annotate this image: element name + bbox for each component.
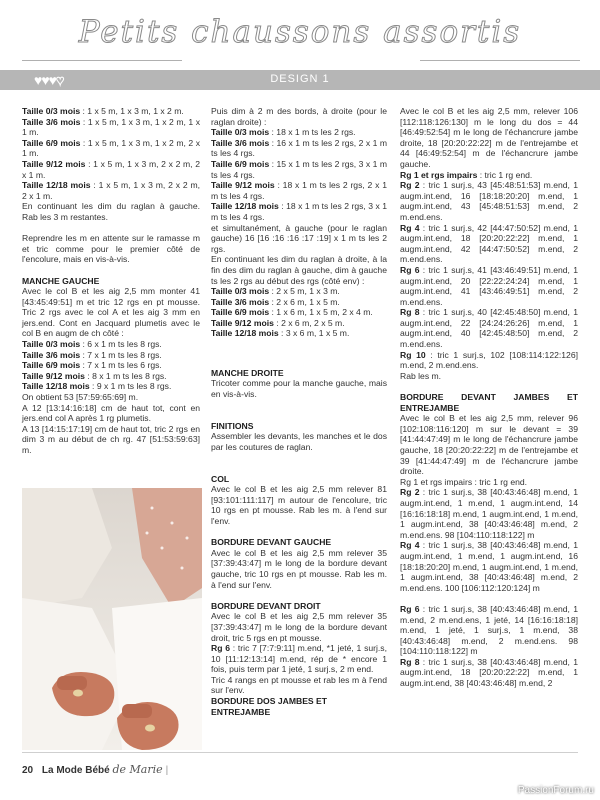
paragraph: En continuant les dim du raglan à droite, à la fin des dim du raglan à gauche, dim à gauche ts les 2 rgs au début des rgs (côté env) : bbox=[211, 254, 387, 286]
paragraph: Assembler les devants, les manches et le dos par les coutures de raglan. bbox=[211, 431, 387, 452]
title-rule-left bbox=[22, 60, 182, 61]
row-instruction: Rg 2 : tric 1 surj.s, 43 [45:48:51:53] m.end, 1 augm.int.end, 16 [18:18:20:20] m.end, 1 augm.int.end, 43 [45:48:51:53] m.end, 2 m.end.ens. bbox=[400, 180, 578, 222]
paragraph: Puis dim à 2 m des bords, à droite (pour le raglan droite) : bbox=[211, 106, 387, 127]
size-line: Taille 12/18 mois : 18 x 1 m ts les 2 rgs, 3 x 1 m ts les 4 rgs. bbox=[211, 201, 387, 222]
footer-divider: | bbox=[165, 765, 169, 776]
size-line: Taille 0/3 mois : 18 x 1 m ts les 2 rgs. bbox=[211, 127, 356, 138]
title-rule-right bbox=[420, 60, 580, 61]
paragraph: Tric 4 rangs en pt mousse et rab les m à l'end sur l'env. bbox=[211, 674, 387, 696]
section-heading-bordure-devant-droit: BORDURE DEVANT DROIT bbox=[211, 600, 321, 611]
paragraph: A 13 [14:15:17:19] cm de haut tot, tric 2 rgs en dim 3 m au début de ch rg. 47 [51:53:59:63] m. bbox=[22, 423, 200, 455]
size-line: Taille 3/6 mois : 1 x 5 m, 1 x 3 m, 1 x 2 m, 1 x 1 m. bbox=[22, 116, 200, 138]
row-instruction: Rg 4 : tric 1 surj.s, 38 [40:43:46:48] m.end, 1 augm.int.end, 1 m.end, 1 augm.int.end, 16 [18:18:20:20] m.end, 1 augm.int.end, 1 m.end, 1 augm.int.end, 38 [40:43:46:48] m.end, 2 m.end.ens. 100 [106:112:120:124] m bbox=[400, 540, 578, 593]
size-line: Taille 3/6 mois : 7 x 1 m ts les 8 rgs. bbox=[22, 349, 162, 360]
photo-illustration bbox=[22, 488, 202, 750]
section-heading-bordure-dos: BORDURE DOS JAMBES ET ENTREJAMBE bbox=[211, 696, 328, 717]
size-line: Taille 3/6 mois : 16 x 1 m ts les 2 rgs, 2 x 1 m ts les 4 rgs. bbox=[211, 137, 387, 159]
size-line: Taille 6/9 mois : 15 x 1 m ts les 2 rgs, 3 x 1 m ts les 4 rgs. bbox=[211, 158, 387, 180]
paragraph: Avec le col B et les aig 2,5 mm, relever 96 [102:108:116:120] m sur le devant = 39 [41:44:47:49] m le long de l'échancrure jambe gauche, 18 [20:20:22:22] m de l'entrejambe et 39 [41:44:47:49] m de l'échancrure jambe droite. bbox=[400, 413, 578, 477]
paragraph: Tricoter comme pour la manche gauche, mais en vis-à-vis. bbox=[211, 378, 387, 399]
text-column-3 bbox=[400, 106, 578, 689]
row-instruction: Rg 6 : tric 1 surj.s, 41 [43:46:49:51] m.end, 1 augm.int.end, 20 [22:22:24:24] m.end, 1 augm.int.end, 41 [43:46:49:51] m.end, 2 m.end.ens. bbox=[400, 264, 578, 307]
size-line: Taille 0/3 mois : 2 x 5 m, 1 x 3 m. bbox=[211, 286, 340, 297]
paragraph: A 12 [13:14:16:18] cm de haut tot, cont en jers.end col A après 1 rg plumetis. bbox=[22, 402, 200, 424]
text-column-2 bbox=[211, 106, 387, 717]
row-instruction: Rg 10 : tric 1 surj.s, 102 [108:114:122:126] m.end, 2 m.end.ens. bbox=[400, 349, 579, 371]
size-line: Taille 9/12 mois : 1 x 5 m, 1 x 3 m, 2 x 2 m, 2 x 1 m. bbox=[22, 158, 200, 180]
hearts-icon: ♥♥♥♥ bbox=[34, 72, 64, 88]
section-heading-bordure-devant-gauche: BORDURE DEVANT GAUCHE bbox=[211, 537, 332, 548]
size-line: Taille 0/3 mois : 6 x 1 m ts les 8 rgs. bbox=[22, 339, 162, 350]
size-line: Taille 6/9 mois : 1 x 5 m, 1 x 3 m, 1 x 2 m, 2 x 1 m. bbox=[22, 137, 200, 159]
size-line: Taille 12/18 mois : 9 x 1 m ts les 8 rgs. bbox=[22, 381, 172, 392]
size-line: Taille 3/6 mois : 2 x 6 m, 1 x 5 m. bbox=[211, 296, 340, 307]
size-line: Taille 9/12 mois : 2 x 6 m, 2 x 5 m. bbox=[211, 317, 345, 328]
page-number: 20 bbox=[22, 765, 34, 776]
row-instruction: Rg 4 : tric 1 surj.s, 42 [44:47:50:52] m.end, 1 augm.int.end, 18 [20:20:22:22] m.end, 1 augm.int.end, 42 [44:47:50:52] m.end, 2 m.end.ens. bbox=[400, 222, 578, 265]
section-heading-finitions: FINITIONS bbox=[211, 420, 254, 431]
row-instruction: Rg 1 et rgs impairs : tric 1 rg end. bbox=[400, 169, 533, 180]
magazine-name: La Mode Bébé bbox=[41, 765, 110, 776]
section-heading-manche-gauche: MANCHE GAUCHE bbox=[22, 275, 100, 286]
paragraph: Avec le col B et les aig 2,5 mm relever 35 [37:39:43:47] m le long de la bordure devant droit, tric 5 rgs en pt mousse. bbox=[211, 611, 387, 643]
paragraph: Reprendre les m en attente sur le ramasse m et tric comme pour le premier côté de l'encolure, mais en vis-à-vis. bbox=[22, 233, 200, 265]
design-label: DESIGN 1 bbox=[270, 73, 330, 85]
section-heading-manche-droite: MANCHE DROITE bbox=[211, 367, 284, 378]
size-line: Taille 12/18 mois : 1 x 5 m, 1 x 3 m, 2 x 2 m, 2 x 1 m. bbox=[22, 180, 201, 201]
row-instruction: Rg 6 : tric 7 [7:7:9:11] m.end, *1 jeté, 1 surj.s, 10 [11:12:13:14] m.end, rép de * encore 1 fois, puis term par 1 jeté, 1 surj.s, 2 m end. bbox=[211, 643, 387, 675]
paragraph: On obtient 53 [57:59:65:69] m. bbox=[22, 392, 139, 403]
paragraph: Avec le col B et les aig 2,5 mm monter 41 [43:45:49:51] m et tric 12 rgs en pt mousse. Tric 2 rgs avec le col A et les aig 3 mm en jers.end. Cont en Jacquard plumetis avec le col B en augm de ch côté : bbox=[22, 286, 200, 339]
paragraph: Avec le col B et les aig 2,5 mm relever 35 [37:39:43:47] m le long de la bordure devant gauche, tric 10 rgs en pt mousse. Rab les m. à l'end sur l'env. bbox=[211, 547, 387, 590]
size-line: Taille 6/9 mois : 1 x 6 m, 1 x 5 m, 2 x 4 m. bbox=[211, 307, 373, 318]
photo-baby-booties bbox=[22, 488, 202, 750]
paragraph: Avec le col B et les aig 2,5 mm, relever 106 [112:118:126:130] m le long du dos = 44 [46:49:52:54] m le long de l'échancrure jambe droite, 18 [20:20:22:22] m de l'entrejambe et 44 [46:49:52:54] m de l'échancrure jambe gauche. bbox=[400, 106, 578, 169]
sizes-list-top bbox=[22, 106, 200, 201]
row-instruction: Rg 8 : tric 1 surj.s, 38 [40:43:46:48] m.end, 1 augm.int.end, 18 [20:20:22:22] m.end, 1 augm.int.end, 38 [40:43:46:48] m.end, 2 bbox=[400, 656, 578, 689]
row-instruction: Rg 6 : tric 1 surj.s, 38 [40:43:46:48] m.end, 1 m.end, 2 m.end.ens, 1 jeté, 14 [16:16:18:18] m.end, 1 jeté, 1 surj.s, 1 m.end, 38 [40:43:46:48] m.end, 2 m.end.ens. 98 [104:110:118:122] m bbox=[400, 603, 578, 657]
footer bbox=[22, 763, 168, 776]
section-heading-bordure-devant: BORDURE DEVANT JAMBES ET ENTREJAMBE bbox=[400, 392, 578, 413]
size-line: Taille 9/12 mois : 8 x 1 m ts les 8 rgs. bbox=[22, 370, 167, 381]
text-column-1 bbox=[22, 106, 200, 456]
paragraph: Avec le col B et les aig 2,5 mm relever 81 [93:101:111:117] m autour de l'encolure, tric 10 rgs en pt mousse. Rab les m. à l'end sur l'env. bbox=[211, 484, 387, 526]
size-line: Taille 9/12 mois : 18 x 1 m ts les 2 rgs, 2 x 1 m ts les 4 rgs. bbox=[211, 180, 387, 201]
row-instruction: Rg 8 : tric 1 surj.s, 40 [42:45:48:50] m.end, 1 augm.int.end, 22 [24:24:26:26] m.end, 1 augm.int.end, 40 [42:45:48:50] m.end, 2 m.end.ens. bbox=[400, 307, 578, 350]
section-heading-col: COL bbox=[211, 473, 230, 484]
paragraph: Rg 1 et rgs impairs : tric 1 rg end. bbox=[400, 476, 528, 487]
size-line: Taille 6/9 mois : 7 x 1 m ts les 6 rgs. bbox=[22, 360, 162, 371]
paragraph: et simultanément, à gauche (pour le raglan gauche) 16 [16 :16 :16 :17 :19] x 1 m ts les 2 rgs. bbox=[211, 222, 387, 254]
row-instruction: Rg 2 : tric 1 surj.s, 38 [40:43:46:48] m.end, 1 augm.int.end, 1 m.end, 1 augm.int.end, 14 [16:16:18:18] m.end, 1 augm.int.end, 1 m.end, 1 augm.int.end, 38 [40:43:46:48] m.end, 2 m.end.ens. 98 [104:110:118:122] m bbox=[400, 487, 578, 540]
paragraph: Rab les m. bbox=[400, 370, 442, 381]
watermark: PassionForum.ru bbox=[517, 785, 594, 796]
size-line: Taille 0/3 mois : 1 x 5 m, 1 x 3 m, 1 x 2 m. bbox=[22, 106, 184, 116]
paragraph: En continuant les dim du raglan à gauche. Rab les 3 m restantes. bbox=[22, 201, 200, 222]
magazine-name-script: de Marie bbox=[112, 763, 163, 776]
footer-rule bbox=[22, 752, 578, 753]
size-line: Taille 12/18 mois : 3 x 6 m, 1 x 5 m. bbox=[211, 328, 350, 339]
page-title: Petits chaussons assortis bbox=[78, 14, 522, 50]
